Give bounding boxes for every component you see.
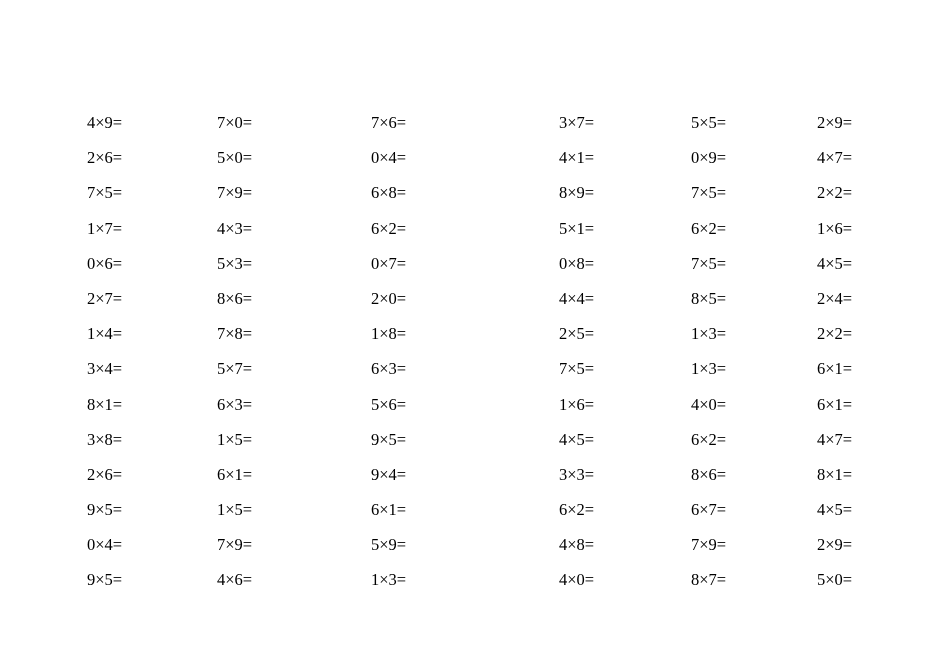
multiplication-problem: 2×2= bbox=[817, 183, 853, 203]
multiplication-problem: 1×8= bbox=[371, 324, 407, 344]
multiplication-problem: 5×7= bbox=[217, 359, 253, 379]
multiplication-problem: 1×5= bbox=[217, 500, 253, 520]
multiplication-problem: 4×5= bbox=[817, 500, 853, 520]
multiplication-problem: 2×9= bbox=[817, 535, 853, 555]
multiplication-problem: 9×5= bbox=[87, 500, 123, 520]
multiplication-problem: 2×0= bbox=[371, 288, 407, 308]
multiplication-problem: 0×9= bbox=[691, 148, 727, 168]
multiplication-problem: 6×1= bbox=[217, 464, 253, 484]
problem-column-5 bbox=[691, 112, 726, 605]
multiplication-problem: 4×8= bbox=[559, 535, 595, 555]
multiplication-problem: 0×7= bbox=[371, 253, 407, 273]
multiplication-problem: 8×6= bbox=[217, 288, 253, 308]
multiplication-problem: 7×5= bbox=[691, 183, 727, 203]
multiplication-problem: 0×6= bbox=[87, 253, 123, 273]
multiplication-problem: 7×9= bbox=[217, 183, 253, 203]
multiplication-problem: 8×1= bbox=[817, 464, 853, 484]
multiplication-problem: 2×5= bbox=[559, 324, 595, 344]
multiplication-problem: 7×8= bbox=[217, 324, 253, 344]
multiplication-problem: 6×2= bbox=[559, 500, 595, 520]
multiplication-problem: 7×0= bbox=[217, 113, 253, 132]
multiplication-problem: 9×5= bbox=[371, 429, 407, 449]
multiplication-problem: 4×7= bbox=[817, 429, 853, 449]
multiplication-problem: 1×6= bbox=[559, 394, 595, 414]
multiplication-problem: 8×7= bbox=[691, 570, 727, 590]
multiplication-problem: 6×2= bbox=[371, 218, 407, 238]
multiplication-problem: 1×3= bbox=[691, 359, 727, 379]
multiplication-problem: 2×2= bbox=[817, 324, 853, 344]
multiplication-problem: 4×1= bbox=[559, 148, 595, 168]
multiplication-problem: 7×5= bbox=[691, 253, 727, 273]
multiplication-problem: 6×1= bbox=[817, 359, 853, 379]
multiplication-problem: 7×5= bbox=[559, 359, 595, 379]
multiplication-problem: 8×1= bbox=[87, 394, 123, 414]
multiplication-problem: 4×5= bbox=[817, 253, 853, 273]
multiplication-problem: 2×4= bbox=[817, 288, 853, 308]
multiplication-problem: 7×9= bbox=[217, 535, 253, 555]
multiplication-problem: 1×7= bbox=[87, 218, 123, 238]
multiplication-problem: 8×5= bbox=[691, 288, 727, 308]
multiplication-problem: 4×3= bbox=[217, 218, 253, 238]
multiplication-problem: 3×3= bbox=[559, 464, 595, 484]
multiplication-problem: 6×3= bbox=[371, 359, 407, 379]
multiplication-problem: 7×6= bbox=[371, 113, 407, 132]
multiplication-problem: 4×9= bbox=[87, 113, 123, 132]
multiplication-problem: 5×0= bbox=[217, 148, 253, 168]
multiplication-problem: 0×4= bbox=[371, 148, 407, 168]
multiplication-problem: 7×9= bbox=[691, 535, 727, 555]
multiplication-problem: 1×3= bbox=[691, 324, 727, 344]
multiplication-problem: 5×9= bbox=[371, 535, 407, 555]
multiplication-problem: 4×6= bbox=[217, 570, 253, 590]
problem-column-3 bbox=[371, 112, 406, 605]
multiplication-problem: 4×7= bbox=[817, 148, 853, 168]
multiplication-problem: 6×1= bbox=[371, 500, 407, 520]
multiplication-problem: 1×5= bbox=[217, 429, 253, 449]
multiplication-problem: 5×6= bbox=[371, 394, 407, 414]
multiplication-problem: 6×2= bbox=[691, 218, 727, 238]
multiplication-problem: 4×0= bbox=[559, 570, 595, 590]
multiplication-problem: 3×8= bbox=[87, 429, 123, 449]
multiplication-problem: 2×9= bbox=[817, 113, 853, 132]
multiplication-problem: 8×6= bbox=[691, 464, 727, 484]
multiplication-problem: 9×4= bbox=[371, 464, 407, 484]
multiplication-problem: 2×6= bbox=[87, 464, 123, 484]
multiplication-problem: 1×3= bbox=[371, 570, 407, 590]
multiplication-problem: 9×5= bbox=[87, 570, 123, 590]
multiplication-problem: 6×7= bbox=[691, 500, 727, 520]
multiplication-problem: 3×7= bbox=[559, 113, 595, 132]
problem-column-6 bbox=[817, 112, 852, 605]
problem-column-1 bbox=[87, 112, 122, 605]
multiplication-problem: 2×6= bbox=[87, 148, 123, 168]
multiplication-problem: 1×6= bbox=[817, 218, 853, 238]
multiplication-problem: 6×2= bbox=[691, 429, 727, 449]
multiplication-problem: 3×4= bbox=[87, 359, 123, 379]
multiplication-problem: 4×4= bbox=[559, 288, 595, 308]
multiplication-problem: 8×9= bbox=[559, 183, 595, 203]
multiplication-problem: 4×5= bbox=[559, 429, 595, 449]
problem-column-4 bbox=[559, 112, 594, 605]
multiplication-problem: 6×3= bbox=[217, 394, 253, 414]
multiplication-problem: 1×4= bbox=[87, 324, 123, 344]
multiplication-problem: 7×5= bbox=[87, 183, 123, 203]
multiplication-problem: 4×0= bbox=[691, 394, 727, 414]
multiplication-problem: 6×1= bbox=[817, 394, 853, 414]
multiplication-problem: 5×5= bbox=[691, 113, 727, 132]
multiplication-problem: 5×3= bbox=[217, 253, 253, 273]
multiplication-problem: 5×0= bbox=[817, 570, 853, 590]
problem-column-2 bbox=[217, 112, 252, 605]
multiplication-problem: 5×1= bbox=[559, 218, 595, 238]
multiplication-problem: 6×8= bbox=[371, 183, 407, 203]
multiplication-problem: 2×7= bbox=[87, 288, 123, 308]
multiplication-problem: 0×4= bbox=[87, 535, 123, 555]
multiplication-problem: 0×8= bbox=[559, 253, 595, 273]
